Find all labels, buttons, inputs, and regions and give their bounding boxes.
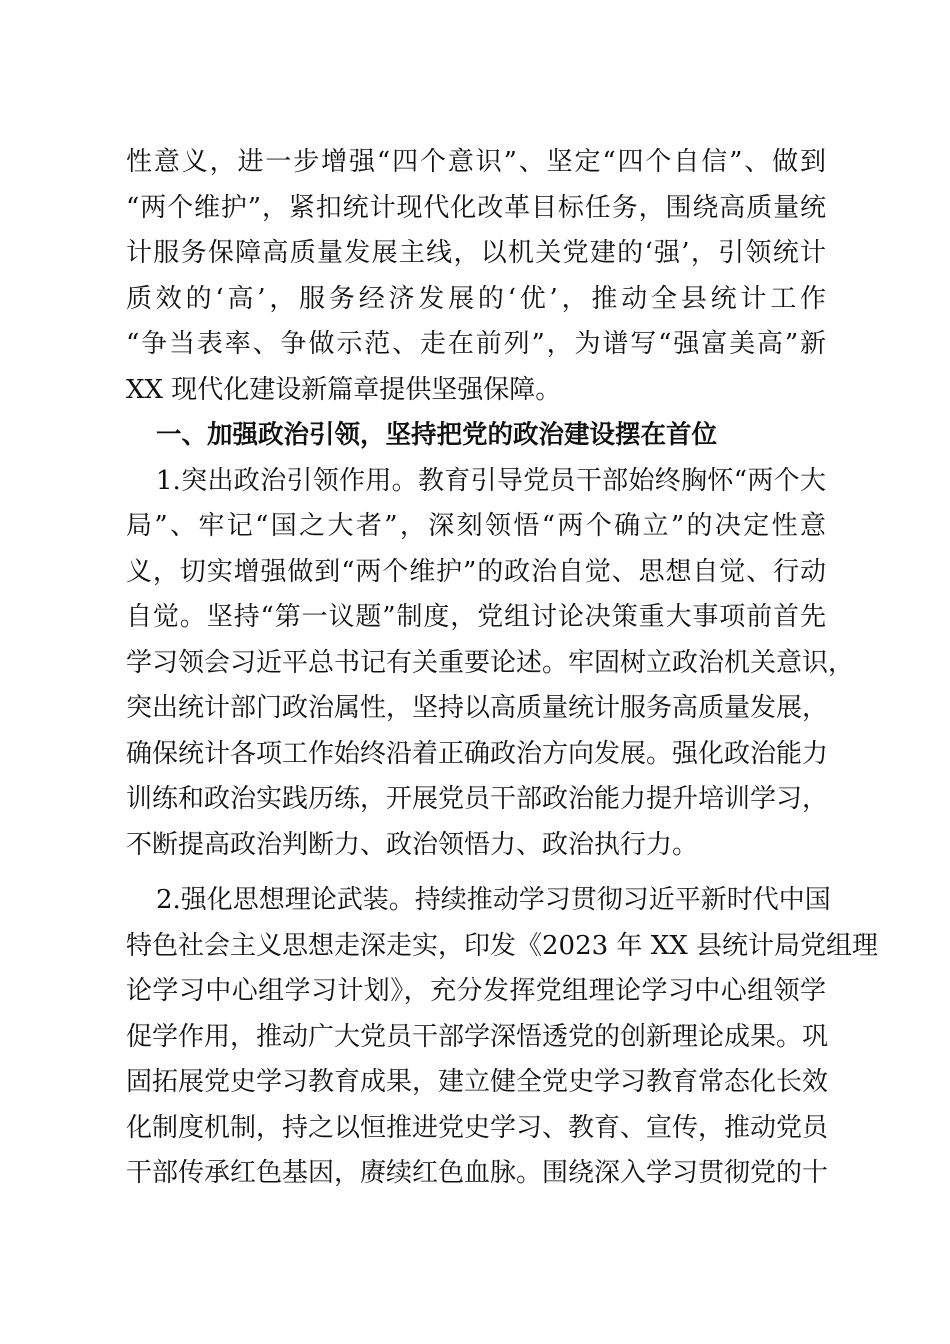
text-line: 质效的‘高’，服务经济发展的‘优’，推动全县统计工作	[126, 283, 826, 314]
text-line: 不断提高政治判断力、政治领悟力、政治执行力。	[126, 829, 699, 860]
text-line: 局”、牢记“国之大者”，深刻领悟“两个确立”的决定性意	[126, 511, 826, 541]
text-line: 确保统计各项工作始终沿着正确政治方向发展。强化政治能力	[126, 738, 829, 769]
text-line: 义，切实增强做到“两个维护”的政治自觉、思想自觉、行动	[126, 556, 826, 587]
text-line: 突出统计部门政治属性，坚持以高质量统计服务高质量发展，	[126, 693, 829, 723]
section-heading: 一、加强政治引领，坚持把党的政治建设摆在首位	[156, 420, 718, 450]
text-line: 2.强化思想理论武装。持续推动学习贯彻习近平新时代中国	[156, 885, 831, 915]
text-line: 自觉。坚持“第一议题”制度，党组讨论决策重大事项前首先	[126, 602, 826, 632]
text-line: 性意义，进一步增强“四个意识”、坚定“四个自信”、做到	[126, 147, 826, 177]
text-line: 学习领会习近平总书记有关重要论述。牢固树立政治机关意识，	[126, 647, 855, 678]
text-line: 固拓展党史学习教育成果，建立健全党史学习教育常态化长效	[126, 1067, 829, 1097]
text-line: 论学习中心组学习计划》，充分发挥党组理论学习中心组领学	[126, 976, 826, 1006]
text-line: 1.突出政治引领作用。教育引导党员干部始终胸怀“两个大	[156, 465, 826, 496]
text-line: “两个维护”，紧扣统计现代化改革目标任务，围绕高质量统	[126, 192, 826, 223]
text-line: 训练和政治实践历练，开展党员干部政治能力提升培训学习，	[126, 784, 829, 814]
text-line: 化制度机制，持之以恒推进党史学习、教育、宣传，推动党员	[126, 1112, 829, 1143]
item-1-paragraph	[126, 459, 855, 869]
text-line: 促学作用，推动广大党员干部学深悟透党的创新理论成果。巩	[126, 1021, 829, 1052]
text-line: “争当表率、争做示范、走在前列”，为谱写“强富美高”新	[126, 329, 826, 359]
paragraph-gap	[126, 868, 826, 878]
intro-paragraph	[126, 140, 826, 413]
text-line: 特色社会主义思想走深走实，印发《2023 年 XX 县统计局党组理	[126, 930, 878, 961]
text-line: 计服务保障高质量发展主线，以机关党建的‘强’，引领统计	[126, 238, 826, 268]
text-line: XX 现代化建设新篇章提供坚强保障。	[126, 374, 562, 405]
document-body	[126, 140, 878, 1197]
item-2-paragraph	[126, 878, 878, 1197]
text-line: 干部传承红色基因，赓续红色血脉。围绕深入学习贯彻党的十	[126, 1158, 829, 1188]
